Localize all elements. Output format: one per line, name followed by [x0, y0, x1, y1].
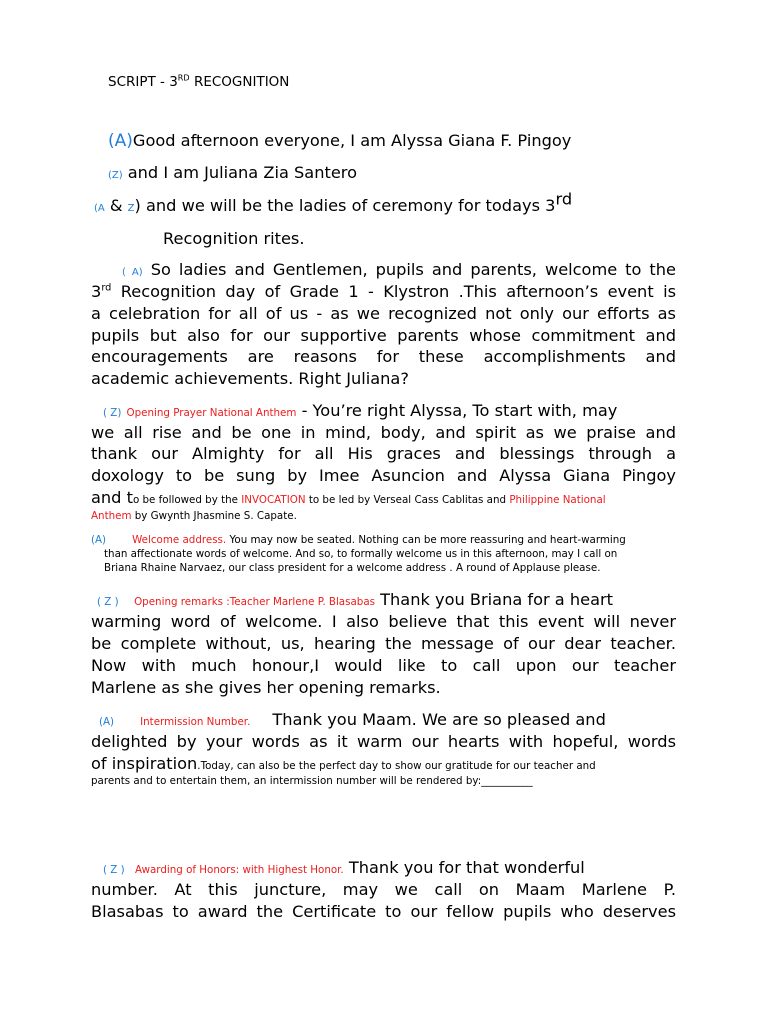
welcome-address-text-1: You may now be seated. Nothing can be more reassuring and heart-warming	[226, 534, 626, 546]
remarks-line-5: Marlene as she gives her opening remarks.	[91, 678, 441, 697]
welcome-address-line-2: than affectionate words of welcome. And so, to formally welcome us in this afternoon, may I call on	[104, 548, 618, 560]
awarding-text-1: Thank you for that wonderful	[343, 858, 585, 877]
az-open-paren: (	[94, 203, 98, 214]
awarding-line-1	[91, 860, 676, 876]
intro-a-text: Good afternoon everyone, I am Alyssa Giana F. Pingoy	[132, 131, 572, 150]
remarks-speaker-tag: ( Z )	[97, 596, 119, 608]
remarks-line-4: Now with much honour,I would like to call upon our teacher	[91, 656, 676, 675]
intro-line-az	[94, 189, 573, 215]
prayer-line-5	[91, 490, 606, 506]
prayer-speaker-tag: ( Z)	[103, 407, 122, 419]
remarks-text-1: Thank you Briana for a heart	[375, 590, 614, 609]
az-ampersand: &	[104, 196, 128, 215]
prayer-text-1: - You’re right Alyssa, To start with, may	[296, 401, 618, 420]
az-z-tag: Z	[127, 203, 135, 214]
welcome-text-1: So ladies and Gentlemen, pupils and parents, welcome to the	[150, 260, 676, 279]
awarding-line-2: number. At this juncture, may we call on Maam Marlene P.	[91, 880, 676, 899]
welcome-line-5: encouragements are reasons for these accomplishments and	[91, 347, 676, 366]
welcome-l2-pre: 3	[91, 282, 102, 301]
awarding-line-3: Blasabas to award the Certificate to our fellow pupils who deserves	[91, 902, 676, 921]
welcome-l2-sup: rd	[101, 282, 112, 294]
speaker-z-tag: (Z)	[108, 170, 123, 181]
intro-line-z	[108, 165, 357, 181]
invocation-cue: INVOCATION	[241, 494, 306, 506]
prayer-line-3: thank our Almighty for all His graces and blessings through a	[91, 444, 676, 463]
speaker-a-tag: (A)	[108, 131, 133, 151]
prayer-l5-text: o be followed by the	[132, 494, 242, 506]
title-suffix: RECOGNITION	[189, 74, 290, 90]
intermission-l3-small: .Today, can also be the perfect day to show our gratitude for our teacher and	[197, 760, 596, 772]
title-superscript: RD	[177, 72, 190, 83]
prayer-line-2: we all rise and be one in mind, body, and spirit as we praise and	[91, 423, 676, 442]
prayer-l6-text: by Gwynth Jhasmine S. Capate.	[131, 510, 297, 522]
awarding-cue: Awarding of Honors: with Highest Honor.	[134, 864, 344, 876]
welcome-address-speaker-tag: (A)	[91, 534, 107, 546]
prayer-l5-text-2: to be led by Verseal Cass Cablitas and	[305, 494, 510, 506]
prayer-line-1	[91, 403, 676, 419]
prayer-line-6	[91, 511, 297, 521]
intermission-line-1	[91, 712, 676, 728]
remarks-line-1	[91, 592, 676, 608]
welcome-line-3: a celebration for all of us - as we recognized not only our efforts as	[91, 304, 676, 323]
prayer-l5-big: and t	[91, 488, 133, 507]
prayer-line-4: doxology to be sung by Imee Asuncion and Alyssa Giana Pingoy	[91, 466, 676, 485]
welcome-address-line-1	[91, 535, 626, 545]
intermission-line-4: parents and to entertain them, an intermission number will be rendered by:__________	[91, 775, 533, 787]
remarks-line-2: warming word of welcome. I also believe that this event will never	[91, 612, 676, 631]
welcome-speaker-tag: ( A)	[122, 267, 143, 278]
intro-az-superscript: rd	[555, 189, 573, 209]
intro-z-text: and I am Juliana Zia Santero	[127, 163, 357, 182]
welcome-line-4: pupils but also for our supportive parents whose commitment and	[91, 326, 676, 345]
intro-az-text: ) and we will be the ladies of ceremony for todays 3	[134, 196, 556, 215]
welcome-address-line-3: Briana Rhaine Narvaez, our class president for a welcome address . A round of Applause please.	[104, 562, 601, 574]
remarks-cue: Opening remarks :Teacher Marlene P. Blasabas	[134, 596, 376, 608]
anthem-cue-cont: Anthem	[91, 510, 132, 522]
welcome-line-6: academic achievements. Right Juliana?	[91, 369, 409, 388]
intermission-cue: Intermission Number.	[140, 716, 251, 728]
awarding-speaker-tag: ( Z )	[103, 864, 125, 876]
intermission-speaker-tag: (A)	[99, 716, 115, 728]
anthem-cue: Philippine National	[509, 494, 606, 506]
welcome-line-1	[91, 262, 676, 278]
title-text: SCRIPT - 3	[108, 74, 178, 90]
welcome-line-2	[91, 284, 676, 300]
prayer-cue: Opening Prayer National Anthem	[126, 407, 297, 419]
remarks-line-3: be complete without, us, hearing the message of our dear teacher.	[91, 634, 676, 653]
az-a-tag: A	[97, 203, 105, 214]
intermission-line-2: delighted by your words as it warm our hearts with hopeful, words	[91, 732, 676, 751]
welcome-l2-post: Recognition day of Grade 1 - Klystron .This afternoon’s event is	[111, 282, 676, 301]
intermission-l3-big: of inspiration	[91, 754, 198, 773]
welcome-address-cue: Welcome address.	[132, 534, 227, 546]
intermission-text-1: Thank you Maam. We are so pleased and	[272, 710, 606, 729]
intro-az-continuation: Recognition rites.	[163, 229, 305, 248]
intermission-line-3	[91, 756, 596, 772]
page-title	[108, 72, 290, 90]
intro-line-a	[108, 133, 571, 150]
